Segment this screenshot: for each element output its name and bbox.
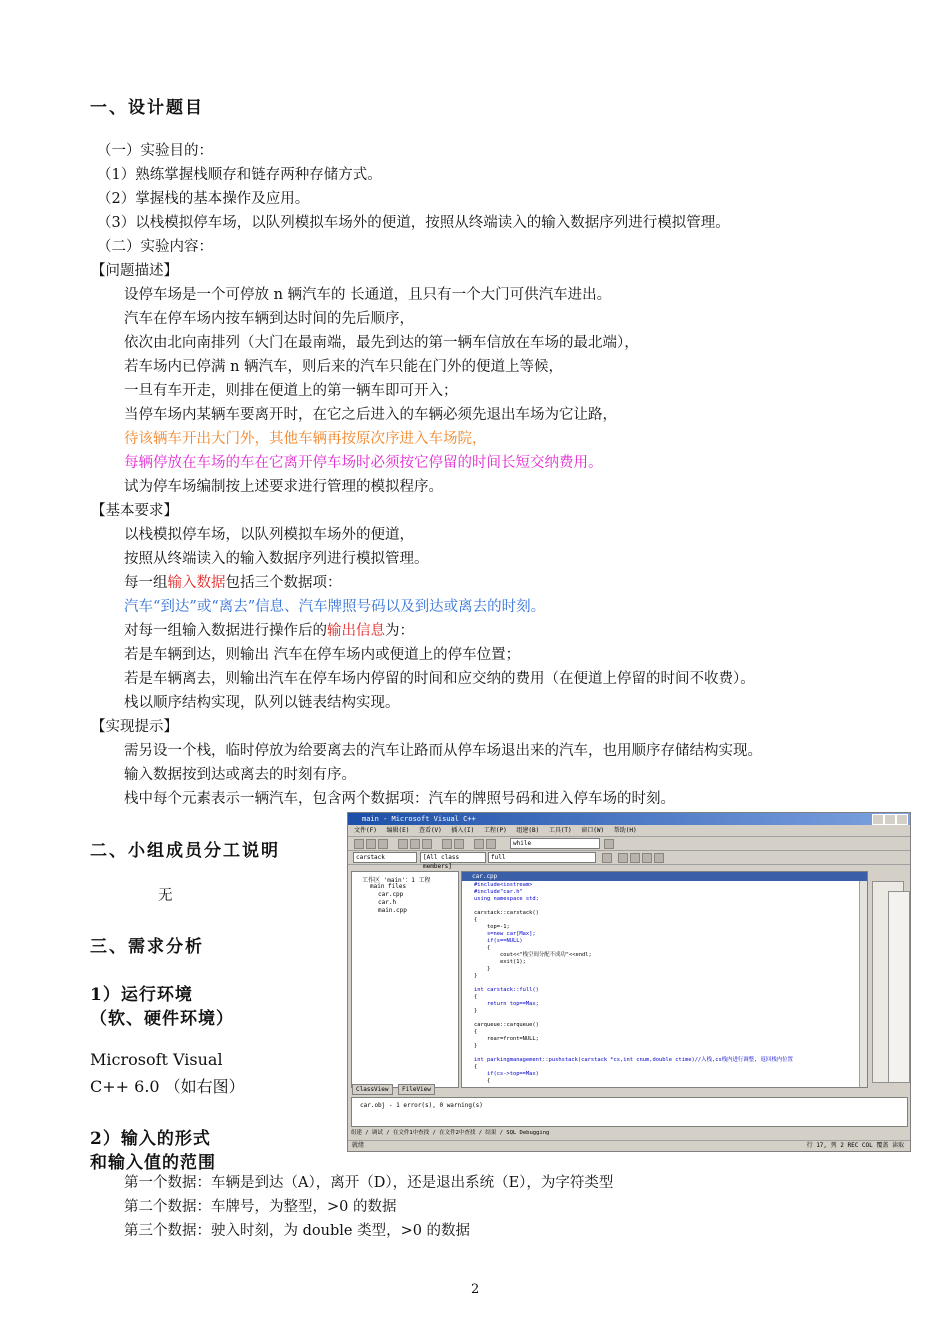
ide-menu-item: 编辑(E) (386, 827, 410, 834)
problem-line: 一旦有车开走，则排在便道上的第一辆车即可开入； (124, 383, 458, 399)
section-heading-requirements: 三、需求分析 (90, 937, 204, 957)
code-line: int parkingmanagement::pushstack(carstack *cs,int cnum,double ctime)//入栈,cs栈内进行调整, 返回栈内位置 (474, 1057, 793, 1063)
input-line: 第二个数据：车牌号，为整型，>0 的数据 (124, 1199, 397, 1215)
go-icon (654, 853, 664, 863)
ide-screenshot (347, 812, 911, 1152)
code-line: s=new car[Max]; (474, 931, 536, 937)
build-output-text: car.obj - 1 error(s), 0 warning(s) (360, 1102, 483, 1109)
input-heading: 2）输入的形式 (90, 1129, 211, 1149)
workspace-file: car.h (378, 899, 397, 906)
ide-title-bar (348, 813, 910, 825)
ide-menu-bar (348, 825, 910, 837)
code-line: } (474, 1043, 478, 1049)
page-number: 2 (471, 1282, 480, 1297)
code-line: #include"car.h" (474, 889, 523, 895)
maximize-icon (884, 814, 896, 825)
basic-line-output-info (124, 619, 414, 643)
compile-icon (618, 853, 628, 863)
redo-icon (454, 839, 464, 849)
code-line: int carstack::full() (474, 987, 539, 993)
code-line: } (474, 973, 478, 979)
code-line: return top==Max; (474, 1001, 539, 1007)
workspace-root: 工作区 'main'：1 工程 (362, 877, 431, 884)
copy-icon (410, 839, 420, 849)
problem-line: 设停车场是一个可停放 n 辆汽车的 长通道，且只有一个大门可供汽车进出。 (124, 287, 612, 303)
code-line: { (474, 945, 491, 951)
basic-line: 栈以顺序结构实现，队列以链表结构实现。 (124, 695, 400, 711)
problem-line: 若车场内已停满 n 辆汽车，则后来的汽车只能在门外的便道上等候， (124, 359, 564, 375)
ide-menu-item: 帮助(H) (613, 827, 637, 834)
problem-line-highlight-orange: 待该辆车开出大门外，其他车辆再按原次序进入车场院， (124, 431, 487, 447)
implementation-hints-title: 【实现提示】 (91, 719, 178, 735)
problem-line: 当停车场内某辆车要离开时，在它之后进入的车辆必须先退出车场为它让路， (124, 407, 617, 423)
section-heading-design-topic: 一、设计题目 (90, 98, 204, 118)
ide-menu-item: 窗口(W) (581, 827, 605, 834)
background-window (888, 891, 910, 1083)
ide-menu-item: 文件(F) (354, 827, 377, 834)
paste-icon (422, 839, 432, 849)
code-line (474, 1015, 793, 1022)
basic-line: 若是车辆离去，则输出汽车在停车场内停留的时间和应交纳的费用（在便道上停留的时间不收费）。 (124, 671, 755, 687)
objective-label: （一）实验目的： (97, 143, 213, 159)
open-icon (366, 839, 376, 849)
basic-line-highlight-blue: 汽车“到达”或“离去”信息、汽车牌照号码以及到达或离去的时刻。 (124, 599, 546, 615)
save-icon (378, 839, 388, 849)
new-file-icon (354, 839, 364, 849)
build-icon (602, 853, 612, 863)
code-line: if(s==NULL) (474, 938, 523, 944)
editor-scrollbar (859, 881, 867, 1087)
ide-status-bar (348, 1140, 910, 1151)
tab-fileview: FileView (398, 1084, 435, 1095)
env-text-version: C++ 6.0 （如右图） (90, 1077, 245, 1096)
output-tabs: 组建 / 调试 / 在文件1中查找 / 在文件2中查找 / 结果 / SQL Debugging (351, 1130, 550, 1136)
objective-item-1: （1）熟练掌握栈顺存和链存两种存储方式。 (97, 167, 382, 183)
minimize-icon (872, 814, 884, 825)
content-label: （二）实验内容： (97, 239, 213, 255)
cut-icon (398, 839, 408, 849)
basic-line: 若是车辆到达，则输出 汽车在停车场内或便道上的停车位置； (124, 647, 521, 663)
code-editor (461, 871, 868, 1088)
output-panel (351, 1097, 908, 1127)
problem-line: 汽车在停车场内按车辆到达时间的先后顺序， (124, 311, 414, 327)
env-heading: 1）运行环境 (90, 985, 193, 1005)
code-line: if(cs->top==Max) (474, 1071, 539, 1077)
section-heading-team-division: 二、小组成员分工说明 (90, 841, 280, 861)
workspace-folder: main files (370, 883, 407, 890)
code-line: { (474, 1064, 478, 1070)
ide-toolbar-1 (348, 837, 910, 851)
input-heading-sub: 和输入值的范围 (90, 1153, 216, 1173)
objective-item-3: （3）以栈模拟停车场，以队列模拟车场外的便道，按照从终端读入的输入数据序列进行模拟管理。 (97, 215, 730, 231)
code-line: { (474, 1029, 478, 1035)
function-combo: full (488, 852, 596, 863)
hint-line: 输入数据按到达或离去的时刻有序。 (124, 767, 356, 783)
ide-menu-item: 查看(V) (418, 827, 442, 834)
basic-text: 包括三个数据项： (225, 575, 342, 591)
ide-toolbar-2 (348, 851, 910, 870)
tab-classview: ClassView (352, 1084, 393, 1095)
hint-line: 栈中每个元素表示一辆汽车，包含两个数据项：汽车的牌照号码和进入停车场的时刻。 (124, 791, 675, 807)
basic-line-input-data (124, 571, 342, 595)
objective-item-2: （2）掌握栈的基本操作及应用。 (97, 191, 310, 207)
code-line: carqueue::carqueue() (474, 1022, 539, 1028)
code-line: cout<<"栈空间分配不成功"<<endl; (474, 952, 592, 958)
input-line: 第三个数据：驶入时刻，为 double 类型，>0 的数据 (124, 1223, 471, 1239)
class-combo: carstack (353, 852, 417, 863)
input-line: 第一个数据：车辆是到达（A），离开（D），还是退出系统（E），为字符类型 (124, 1175, 614, 1191)
basic-line: 按照从终端读入的输入数据序列进行模拟管理。 (124, 551, 429, 567)
team-division-content: 无 (158, 888, 173, 904)
basic-text: 对每一组输入数据进行操作后的 (124, 623, 327, 639)
code-line: rear=front=NULL; (474, 1036, 539, 1042)
undo-icon (442, 839, 452, 849)
code-line: top=-1; (474, 924, 510, 930)
status-ready: 就绪 (352, 1142, 365, 1149)
input-data-highlight: 输入数据 (167, 575, 226, 591)
basic-text: 每一组 (124, 575, 168, 591)
hint-line: 需另设一个栈，临时停放为给要离去的汽车让路而从停车场退出来的汽车，也用顺序存储结构实现。 (124, 743, 762, 759)
breakpoint-icon (642, 853, 652, 863)
problem-line-highlight-magenta: 每辆停放在车场的车在它离开停车场时必须按它停留的时间长短交纳费用。 (124, 455, 603, 471)
output-icon (486, 839, 496, 849)
code-line (474, 903, 793, 910)
code-line: { (474, 917, 478, 923)
find-icon (604, 839, 614, 849)
code-line: } (474, 966, 491, 972)
basic-text: 为： (385, 623, 414, 639)
problem-title: 【问题描述】 (91, 263, 178, 279)
members-combo: [All class members] (420, 852, 486, 863)
workspace-panel (351, 871, 459, 1088)
code-line (474, 980, 793, 987)
code-line: { (474, 1078, 491, 1084)
close-icon (896, 814, 908, 825)
env-text: Microsoft Visual (90, 1050, 223, 1069)
code-line: exit(1); (474, 959, 526, 965)
code-area (474, 882, 793, 1085)
code-line: } (474, 1008, 478, 1014)
workspace-file: main.cpp (378, 907, 407, 914)
ide-menu-item: 工具(T) (548, 827, 572, 834)
workspace-icon (474, 839, 484, 849)
ide-menu-item: 工程(P) (483, 827, 507, 834)
problem-line: 试为停车场编制按上述要求进行管理的模拟程序。 (124, 479, 443, 495)
ide-menu-item: 插入(I) (451, 827, 475, 834)
ide-window-title: main - Microsoft Visual C++ (362, 815, 476, 823)
basic-requirements-title: 【基本要求】 (91, 503, 178, 519)
output-info-highlight: 输出信息 (327, 623, 385, 639)
ide-menu-item: 组建(B) (516, 827, 540, 834)
run-icon (630, 853, 640, 863)
code-line: using namespace std; (474, 896, 539, 902)
status-position: 行 17, 列 2 REC COL 覆盖 读取 (806, 1142, 904, 1149)
find-combo: while (510, 838, 600, 849)
code-line (474, 1050, 793, 1057)
env-heading-sub: （软、硬件环境） (90, 1009, 234, 1029)
code-line: #include<iostream> (474, 882, 533, 888)
basic-line: 以栈模拟停车场，以队列模拟车场外的便道， (124, 527, 414, 543)
problem-line: 依次由北向南排列（大门在最南端，最先到达的第一辆车信放在车场的最北端）， (124, 335, 639, 351)
workspace-file: car.cpp (378, 891, 404, 898)
code-line: carstack::carstack() (474, 910, 539, 916)
code-line: { (474, 994, 478, 1000)
editor-title: car.cpp (462, 872, 867, 881)
